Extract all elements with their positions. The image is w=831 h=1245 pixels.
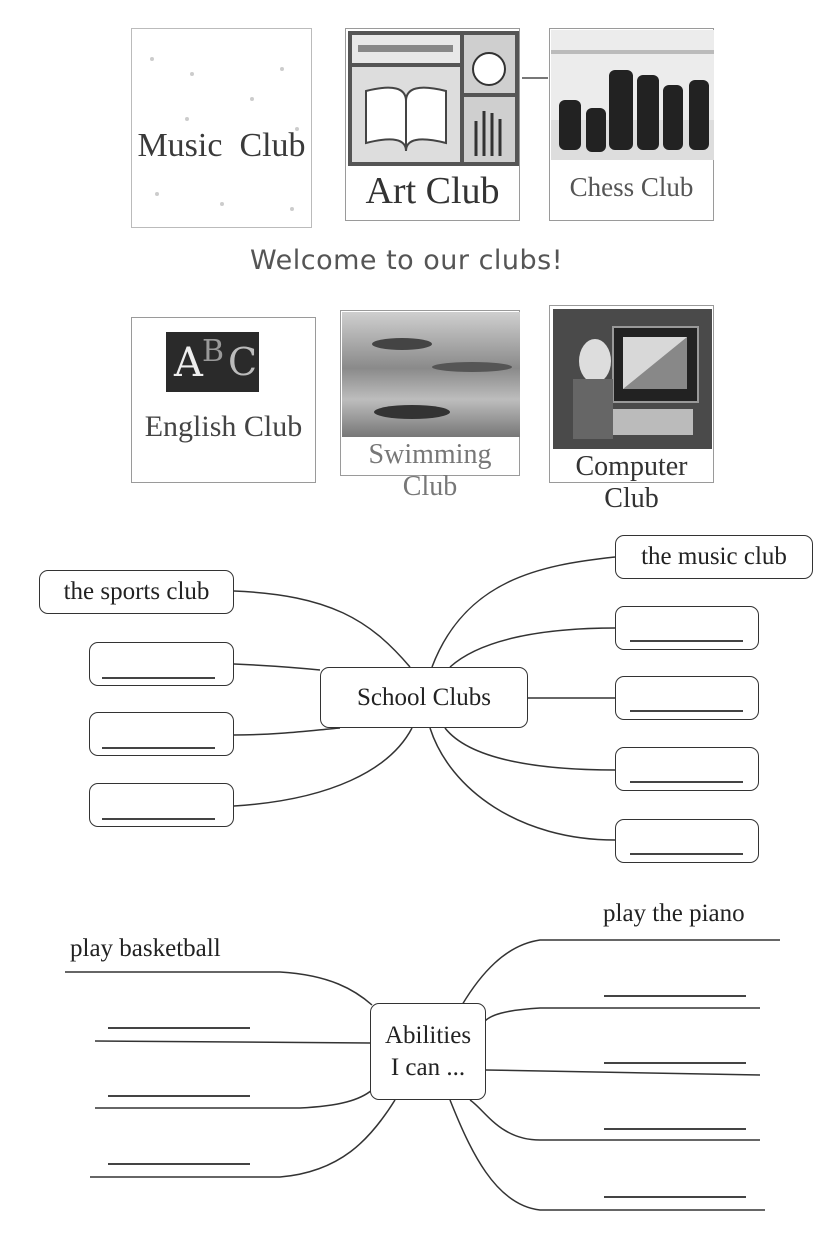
- welcome-text: Welcome to our clubs!: [250, 245, 564, 276]
- art-club-label: Art Club: [365, 170, 500, 212]
- ability-answer-line[interactable]: [108, 1027, 250, 1029]
- abc-letter-b: B: [202, 334, 225, 369]
- swimming-club-label: Swimming Club: [368, 439, 492, 502]
- abc-letter-c: C: [228, 340, 258, 384]
- ability-answer-line[interactable]: [108, 1095, 250, 1097]
- chess-club-label: Chess Club: [569, 172, 694, 202]
- computer-club-label: Computer Club: [575, 451, 688, 514]
- ability-answer-line[interactable]: [604, 995, 746, 997]
- ability-answer-line[interactable]: [108, 1163, 250, 1165]
- english-club-label: English Club: [144, 410, 303, 443]
- music-club-node: the music club: [615, 535, 813, 579]
- abilities-center: [370, 1003, 486, 1100]
- school-clubs-center: School Clubs: [320, 667, 528, 728]
- abilities-center-line1: Abilities: [384, 1021, 472, 1049]
- sports-club-node: the sports club: [39, 570, 234, 614]
- ability-answer-line[interactable]: [604, 1128, 746, 1130]
- ability-answer-line[interactable]: [604, 1196, 746, 1198]
- music-club-label: Music Club: [137, 127, 306, 164]
- abilities-center-line2: I can ...: [390, 1053, 466, 1081]
- ability-answer-line[interactable]: [604, 1062, 746, 1064]
- play-piano-label: play the piano: [603, 900, 745, 927]
- abc-letter-a: A: [174, 340, 203, 386]
- play-basketball-label: play basketball: [70, 935, 221, 962]
